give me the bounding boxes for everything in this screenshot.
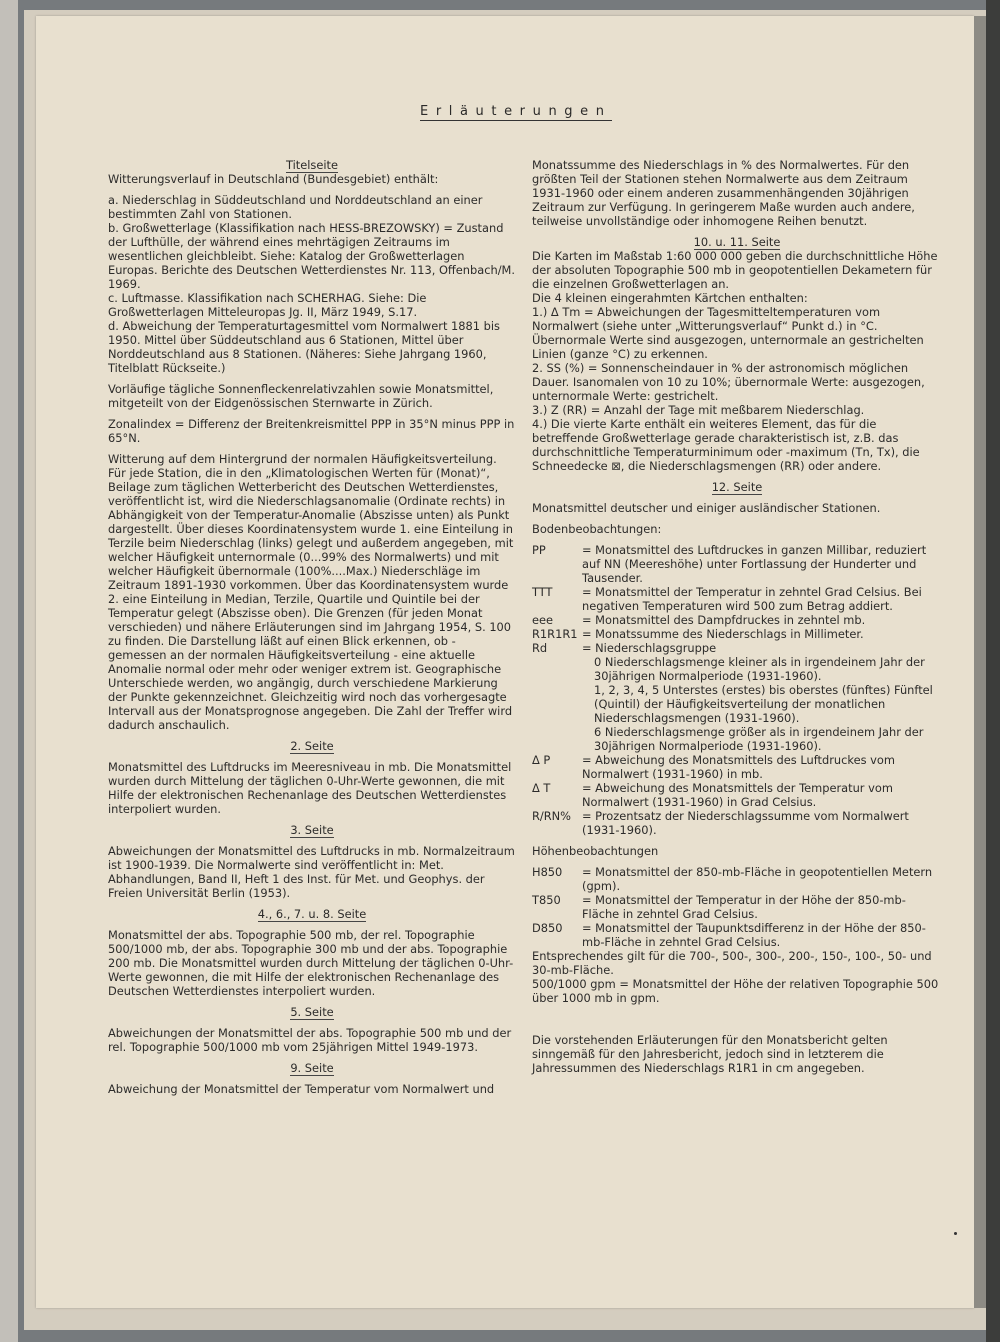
definition-symbol [532, 683, 582, 725]
paragraph: 2. SS (%) = Sonnenscheindauer in % der astronomisch möglichen Dauer. Isanomalen von 10 zu 10%; übernormale Werte: ausgezogen, unternormale Werte: gestrichelt. [532, 361, 925, 403]
spacer [108, 998, 516, 1005]
spacer [532, 858, 942, 865]
paragraph: 4.) Die vierte Karte enthält ein weiteres Element, das für die betreffende Großwetterlage gerade charakteristisch ist, z.B. das durchschnittliche Temperaturminimum oder -maximum (Tn, Tx), die Schneedecke ⊠, die Niederschlagsmengen (RR) oder andere. [532, 417, 920, 473]
paragraph: Monatsmittel des Luftdrucks im Meeresniveau in mb. Die Monatsmittel wurden durch Mittelung der täglichen 0-Uhr-Werte gewonnen, die mit Hilfe der elektronischen Rechenanlage des Deutschen Wetterdienstes interpoliert wurden. [108, 760, 512, 816]
section-heading [108, 158, 516, 172]
paragraph: b. Großwetterlage (Klassifikation nach HESS-BREZOWSKY) = Zustand der Lufthülle, der während eines mehrtägigen Zeitraums im wesentlichen gleichbleibt. Siehe: Katalog der Großwetterlagen Europas. Berichte des Deutschen Wetterdienstes Nr. 113, Offenbach/M. 1969. [108, 221, 515, 291]
spacer [532, 536, 942, 543]
section-heading [108, 823, 516, 837]
definition-symbol: H850 [532, 865, 563, 879]
spacer [108, 921, 516, 928]
paragraph: a. Niederschlag in Süddeutschland und Norddeutschland an einer bestimmten Zahl von Stationen. [108, 193, 483, 221]
section-heading [108, 907, 516, 921]
definition-symbol: PP [532, 543, 546, 557]
section-heading-text: 10. u. 11. Seite [693, 235, 781, 249]
spacer [108, 1019, 516, 1026]
spacer [108, 816, 516, 823]
spacer [532, 1005, 942, 1012]
section-heading [108, 1061, 516, 1075]
paragraph: d. Abweichung der Temperaturtagesmittel vom Normalwert 1881 bis 1950. Mittel über Süddeutschland aus 6 Stationen, Mittel über Norddeutschland aus 8 Stationen. (Näheres: Siehe Jahrgang 1960, Titelblatt Rückseite.) [108, 319, 500, 375]
page-stack-edge [974, 16, 986, 1308]
paragraph: Die vorstehenden Erläuterungen für den Monatsbericht gelten sinngemäß für den Jahresbericht, jedoch sind in letzterem die Jahressummen des Niederschlags R1R1 in cm angegeben. [532, 1033, 888, 1075]
paragraph: Entsprechendes gilt für die 700-, 500-, 300-, 200-, 150-, 100-, 50- und 30-mb-Fläche. [532, 949, 932, 977]
definition-subitem [532, 655, 942, 683]
definition-text: = Monatsmittel des Dampfdruckes in zehntel mb. [582, 613, 866, 627]
spacer [532, 837, 942, 844]
section-heading-text: Titelseite [286, 158, 338, 172]
definition-text: = Niederschlagsgruppe [582, 641, 717, 655]
section-heading-text: 9. Seite [290, 1061, 334, 1075]
spacer [108, 1054, 516, 1061]
definition-symbol: D850 [532, 921, 563, 935]
section-heading [108, 739, 516, 753]
cover-right-edge [986, 0, 1000, 1342]
spacer [108, 837, 516, 844]
spacer [108, 410, 516, 417]
paragraph: Zonalindex = Differenz der Breitenkreismittel PPP in 35°N minus PPP in 65°N. [108, 417, 515, 445]
definition-text: = Monatsmittel des Luftdruckes in ganzen Millibar, reduziert auf NN (Meereshöhe) unter Fortlassung der Hunderter und Tausender. [582, 543, 927, 585]
definition-symbol [532, 655, 582, 683]
spacer [108, 1075, 516, 1082]
paragraph: Die Karten im Maßstab 1:60 000 000 geben die durchschnittliche Höhe der absoluten Topographie 500 mb in geopotentiellen Dekametern für die einzelnen Großwetterlagen an. [532, 249, 938, 291]
definition-row [532, 641, 942, 655]
right-column [532, 158, 942, 1075]
paragraph: Witterung auf dem Hintergrund der normalen Häufigkeitsverteilung. Für jede Station, die in den „Klimatologischen Werten für (Monat)“, Beilage zum täglichen Wetterbericht des Deutschen Wetterdienstes, veröffentlicht ist, wird die Niederschlagsanomalie (Ordinate rechts) in Abhängigkeit von der Temperatur-Anomalie (Abszisse unten) als Punkt dargestellt. Über dieses Koordinatensystem wurde 1. eine Einteilung in Terzile beim Niederschlag (links) gelegt und außerdem angegeben, mit welcher Häufigkeit unternormale (0...99% des Normalwerts) und mit welcher Häufigkeit übernormale (100%....Max.) Niederschläge im Zeitraum 1891-1930 vorkommen. Über das Koordinatensystem wurde 2. eine Einteilung in Median, Terzile, Quartile und Quintile bei der Temperatur gelegt (Abszisse oben). Die Grenzen (für jeden Monat verschieden) und nähere Erläuterungen sind im Jahrgang 1954, S. 100 zu finden. Die Darstellung läßt auf einen Blick erkennen, ob - gemessen an der normalen Häufigkeitsverteilung - eine aktuelle Anomalie normal oder mehr oder weniger extrem ist. Geographische Unterschiede werden, wo angängig, durch verschiedene Markierung der Punkte gekennzeichnet. Gleichzeitig wird noch das vorhergesagte Intervall aus der Monatsprognose angegeben. Die Zahl der Treffer wird dadurch anschaulich. [108, 452, 514, 732]
definition-text: = Abweichung des Monatsmittels des Luftdruckes vom Normalwert (1931-1960) in mb. [582, 753, 895, 781]
paragraph: 500/1000 gpm = Monatsmittel der Höhe der relativen Topographie 500 über 1000 mb in gpm. [532, 977, 939, 1005]
definition-row [532, 781, 942, 809]
definition-row [532, 585, 942, 613]
spacer [108, 186, 516, 193]
paragraph: 3.) Z (RR) = Anzahl der Tage mit meßbarem Niederschlag. [532, 403, 865, 417]
definition-text: = Monatsmittel der Temperatur in der Höhe der 850-mb-Fläche in zehntel Grad Celsius. [582, 893, 906, 921]
spacer [108, 732, 516, 739]
spacer [108, 445, 516, 452]
spacer [532, 515, 942, 522]
definition-row [532, 865, 942, 893]
paragraph: Abweichung der Monatsmittel der Temperatur vom Normalwert und [108, 1082, 495, 1096]
spacer [532, 1026, 942, 1033]
spacer [108, 900, 516, 907]
definition-symbol [532, 725, 582, 753]
definition-subitem [532, 683, 942, 725]
paragraph: Abweichungen der Monatsmittel der abs. Topographie 500 mb und der rel. Topographie 500/1000 mb vom 25jährigen Mittel 1949-1973. [108, 1026, 512, 1054]
definition-symbol: R/RN% [532, 809, 572, 823]
definition-row [532, 543, 942, 585]
definition-text: = Monatssumme des Niederschlags in Millimeter. [582, 627, 864, 641]
page-heading: Erläuterungen [420, 104, 612, 119]
paragraph: Abweichungen der Monatsmittel des Luftdrucks in mb. Normalzeitraum ist 1900-1939. Die Normalwerte sind veröffentlicht in: Met. Abhandlungen, Band II, Heft 1 des Inst. für Met. und Geophys. der Freien Universität Berlin (1953). [108, 844, 515, 900]
definition-subitem [532, 725, 942, 753]
definition-symbol: Δ P [532, 753, 551, 767]
definition-row [532, 921, 942, 949]
section-heading-text: 12. Seite [711, 480, 763, 494]
spacer [108, 753, 516, 760]
definition-text: = Prozentsatz der Niederschlagssumme vom Normalwert (1931-1960). [582, 809, 909, 837]
paragraph: Die 4 kleinen eingerahmten Kärtchen enthalten: [532, 291, 808, 305]
section-heading [532, 235, 942, 249]
left-column [108, 158, 516, 1096]
definition-text: = Monatsmittel der Temperatur in zehntel Grad Celsius. Bei negativen Temperaturen wird 500 zum Betrag addiert. [582, 585, 922, 613]
paragraph: 1.) Δ Tm = Abweichungen der Tagesmitteltemperaturen vom Normalwert (siehe unter „Witterungsverlauf“ Punkt d.) in °C. Übernormale Werte sind ausgezogen, unternormale an gestrichelten Linien (ganze °C) zu erkennen. [532, 305, 924, 361]
spacer [532, 1019, 942, 1026]
section-heading-text: 5. Seite [290, 1005, 334, 1019]
spacer [108, 375, 516, 382]
page-speck [954, 1232, 957, 1235]
definition-text: = Abweichung des Monatsmittels der Temperatur vom Normalwert (1931-1960) in Grad Celsius. [582, 781, 893, 809]
paragraph: Monatsmittel deutscher und einiger ausländischer Stationen. [532, 501, 881, 515]
definition-symbol: eee [532, 613, 554, 627]
definition-symbol: Δ T [532, 781, 551, 795]
definition-row [532, 893, 942, 921]
definition-row [532, 809, 942, 837]
definition-symbol: TTT [532, 585, 553, 599]
spacer [532, 473, 942, 480]
spacer [532, 1012, 942, 1019]
definition-symbol: R1R1R1 [532, 627, 578, 641]
section-heading-text: 3. Seite [290, 823, 334, 837]
definition-symbol: Rd [532, 641, 548, 655]
definition-text: = Monatsmittel der 850-mb-Fläche in geopotentiellen Metern (gpm). [582, 865, 933, 893]
section-heading-text: 2. Seite [290, 739, 334, 753]
spacer [532, 228, 942, 235]
paragraph: Bodenbeobachtungen: [532, 522, 662, 536]
section-heading-text: 4., 6., 7. u. 8. Seite [257, 907, 367, 921]
section-heading [532, 480, 942, 494]
definition-row [532, 613, 942, 627]
section-heading [108, 1005, 516, 1019]
definition-text: = Monatsmittel der Taupunktsdifferenz in der Höhe der 850-mb-Fläche in zehntel Grad Celsius. [582, 921, 926, 949]
definition-text: 1, 2, 3, 4, 5 Unterstes (erstes) bis oberstes (fünftes) Fünftel (Quintil) der Häufigkeitsverteilung der monatlichen Niederschlagsmengen (1931-1960). [594, 683, 933, 725]
paragraph: Vorläufige tägliche Sonnenfleckenrelativzahlen sowie Monatsmittel, mitgeteilt von der Eidgenössischen Sternwarte in Zürich. [108, 382, 494, 410]
paragraph: Höhenbeobachtungen [532, 844, 659, 858]
definition-text: 0 Niederschlagsmenge kleiner als in irgendeinem Jahr der 30jährigen Normalperiode (1931-1960). [594, 655, 925, 683]
paragraph: Monatsmittel der abs. Topographie 500 mb, der rel. Topographie 500/1000 mb, der abs. Topographie 300 mb und der abs. Topographie 200 mb. Die Monatsmittel wurden durch Mittelung der täglichen 0-Uhr-Werte gewonnen, die mit Hilfe der elektronischen Rechenanlage des Deutschen Wetterdienstes interpoliert wurden. [108, 928, 514, 998]
definition-row [532, 627, 942, 641]
paragraph: Witterungsverlauf in Deutschland (Bundesgebiet) enthält: [108, 172, 439, 186]
paragraph: Monatssumme des Niederschlags in % des Normalwertes. Für den größten Teil der Stationen stehen Normalwerte aus dem Zeitraum 1931-1960 oder einem anderen zusammenhängenden 30jährigen Zeitraum zur Verfügung. In geringerem Maße wurden auch andere, teilweise unvollständige oder inhomogene Reihen benutzt. [532, 158, 915, 228]
definition-row [532, 753, 942, 781]
definition-symbol: T850 [532, 893, 561, 907]
spacer [532, 494, 942, 501]
definition-text: 6 Niederschlagsmenge größer als in irgendeinem Jahr der 30jährigen Normalperiode (1931-1960). [594, 725, 924, 753]
paragraph: c. Luftmasse. Klassifikation nach SCHERHAG. Siehe: Die Großwetterlagen Mitteleuropas Jg. II, März 1949, S.17. [108, 291, 427, 319]
